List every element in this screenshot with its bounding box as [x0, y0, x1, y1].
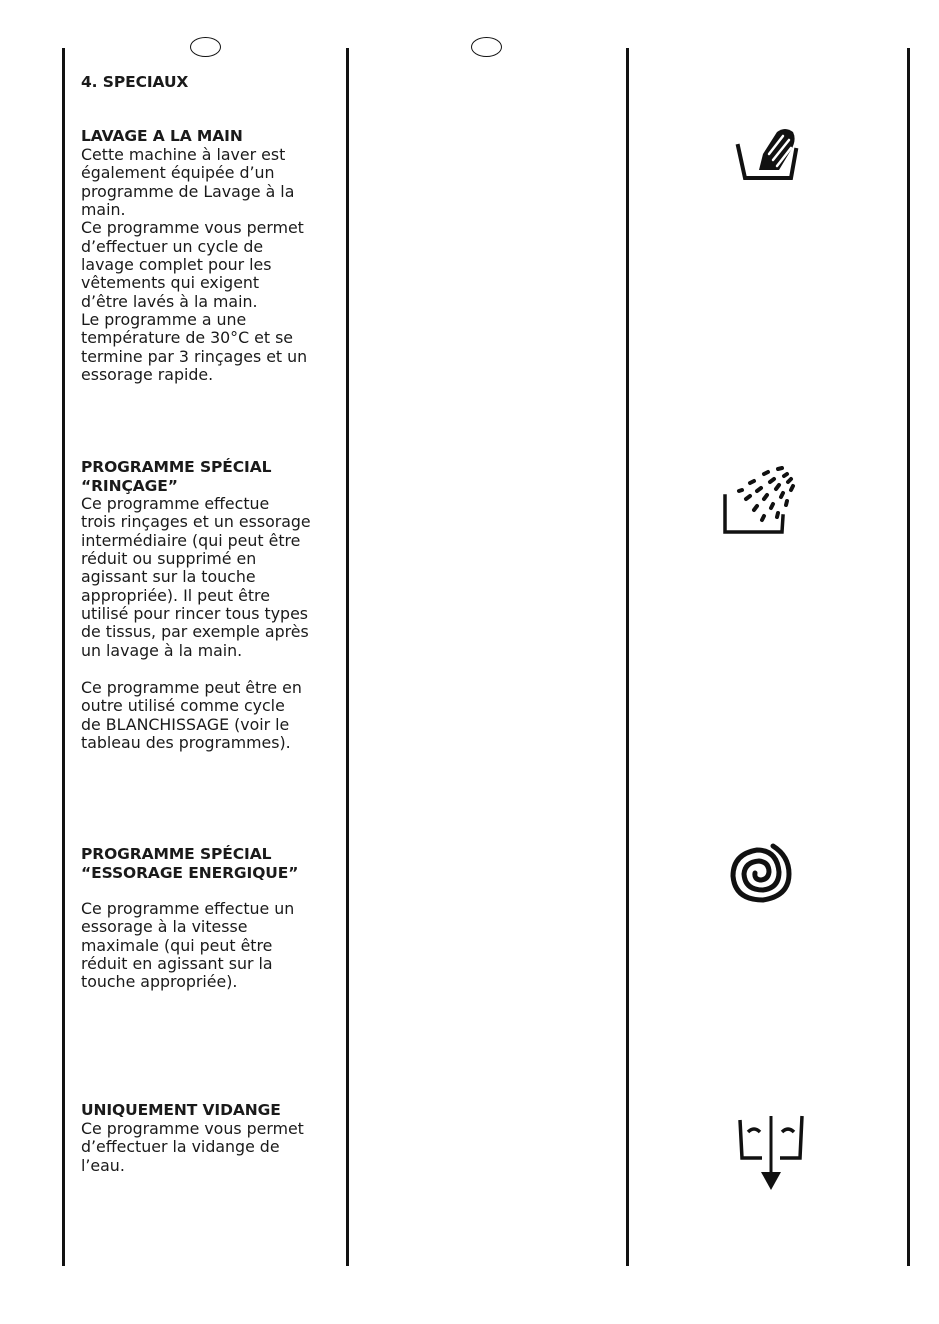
rinse-text: Ce programme effectue trois rinçages et un essorage intermédiaire (qui peut être réduit ou supprimé en agissant sur la touche appropriée). Il peut être utilisé pour rincer tous types de tissus, par exemple après un lavage à la main. — [81, 494, 311, 660]
language-indicator-oval — [471, 37, 502, 57]
column-rule-center — [346, 48, 349, 1266]
section-title: 4. SPECIAUX — [81, 73, 189, 91]
drain-icon — [734, 1112, 810, 1192]
spin-text: Ce programme effectue un essorage à la vitesse maximale (qui peut être réduit en agissant sur la touche appropriée). — [81, 899, 295, 992]
drain-text: Ce programme vous permet d’effectuer la vidange de l’eau. — [81, 1119, 304, 1175]
hand-wash-text: Cette machine à laver est également équipée d’un programme de Lavage à la main. Ce programme vous permet d’effectuer un cycle de lavage complet pour les vêtements qui exigent d’être lavés à la main. Le programme a une température de 30°C et se termine par 3 rinçages et un essorage rapide. — [81, 145, 308, 385]
rinse-icon — [720, 466, 800, 540]
hand-wash-icon — [733, 124, 803, 184]
column-rule-right-outer — [907, 48, 910, 1266]
hand-wash-heading: LAVAGE A LA MAIN — [81, 127, 243, 145]
drain-heading: UNIQUEMENT VIDANGE — [81, 1101, 281, 1119]
column-rule-right-inner — [626, 48, 629, 1266]
column-rule-left — [62, 48, 65, 1266]
spin-icon — [727, 840, 795, 906]
language-indicator-oval — [190, 37, 221, 57]
spin-heading: PROGRAMME SPÉCIAL “ESSORAGE ENERGIQUE” — [81, 845, 299, 882]
rinse-heading: PROGRAMME SPÉCIAL “RINÇAGE” — [81, 458, 272, 495]
rinse-bleach-text: Ce programme peut être en outre utilisé comme cycle de BLANCHISSAGE (voir le tableau des programmes). — [81, 678, 302, 753]
